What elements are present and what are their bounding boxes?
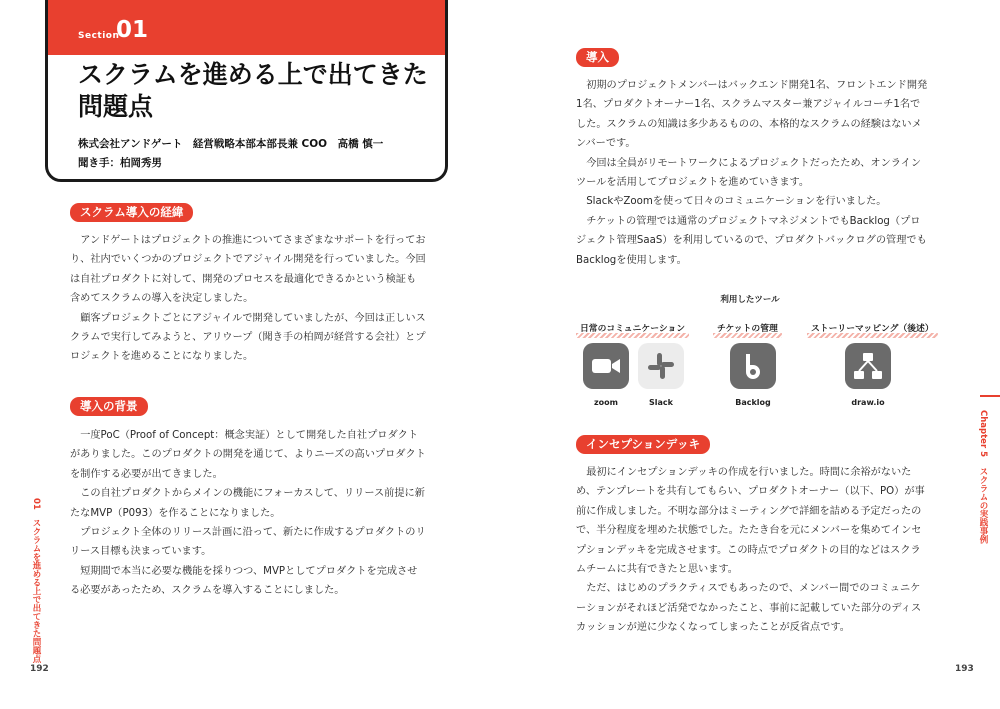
paragraph: チケットの管理では通常のプロジェクトマネジメントでもBacklog（プロジェクト管理SaaS）を利用しているので、プロダクトバックログの管理でもBacklogを使用します。 [576, 215, 927, 266]
section-header-band [48, 0, 445, 55]
heading-introduction: 導入 [576, 48, 619, 67]
body-scrum-intro [70, 231, 426, 367]
paragraph: 顧客プロジェクトごとにアジャイルで開発していましたが、今回は正しいスクラムで実行してみようと、アリウープ（聞き手の柏岡が経営する会社）とプロジェクトを進めることになりました。 [70, 312, 426, 363]
slack-icon [638, 343, 684, 389]
page-number-left: 192 [30, 664, 49, 674]
category-communication: 日常のコミュニケーション [576, 319, 689, 338]
title-line-1: スクラムを進める上で出てきた [78, 60, 428, 89]
page-title [78, 59, 428, 123]
paragraph: この自社プロダクトからメインの機能にフォーカスして、リリース前提に新たなMVP（P093）を作ることになりました。 [70, 488, 425, 519]
paragraph: 初期のプロジェクトメンバーはバックエンド開発1名、フロントエンド開発1名、プロダクトオーナー1名、スクラムマスター兼アジャイルコーチ1名でした。スクラムの知識は多少あるものの、本格的なスクラムの経験はないメンバーです。 [576, 80, 928, 150]
chapter-marker-line [980, 395, 1000, 397]
interviewer: 聞き手：柏岡秀男 [78, 157, 162, 169]
paragraph: ただ、はじめのプラクティスでもあったので、メンバー間でのコミュニケーションがそれほど活発でなかったこと、事前に記載していた部分のディスカッションが逆に少なくなってしまったことが反省点です。 [576, 583, 922, 634]
paragraph: SlackやZoomを使って日々のコミュニケーションを行いました。 [586, 196, 887, 208]
category-ticket: チケットの管理 [713, 319, 782, 338]
body-background [70, 426, 426, 601]
heading-scrum-intro: スクラム導入の経緯 [70, 203, 193, 222]
page-number-right: 193 [955, 664, 974, 674]
tool-label-zoom: zoom [594, 398, 618, 407]
paragraph: 最初にインセプションデッキの作成を行いました。時間に余裕がないため、テンプレートを共有してもらい、プロダクトオーナー（以下、PO）が事前に作成しました。不明な部分はミーティングで詳細を詰める予定だったので、半分程度を埋めた状態でした。たたき台を元にメンバーを集めてインセプションデッキを完成させます。この時点でプロダクトの目的などはスクラムチームに共有できたと思います。 [576, 467, 925, 576]
right-page [500, 0, 1000, 709]
tool-label-backlog: Backlog [735, 398, 771, 407]
paragraph: アンドゲートはプロジェクトの推進についてさまざまなサポートを行っており、社内でいくつかのプロジェクトでアジャイル開発を行っていました。今回は自社プロダクトに対して、開発のプロセスを最適化できるかという検証も含めてスクラムの導入を決定しました。 [70, 235, 426, 305]
heading-inception-deck: インセプションデッキ [576, 435, 710, 454]
chapter-label: Chapter 5 [978, 410, 988, 458]
category-story-mapping: ストーリーマッピング（後述） [807, 319, 938, 338]
paragraph: 一度PoC（Proof of Concept：概念実証）として開発した自社プロダクトがありました。このプロダクトの開発を通じて、よりニーズの高いプロダクトを制作する必要が出てきました。 [70, 430, 426, 480]
chapter-tab [976, 410, 990, 544]
chapter-title: スクラムの実践事例 [978, 467, 988, 544]
paragraph: 今回は全員がリモートワークによるプロジェクトだったため、オンラインツールを活用してプロジェクトを進めていきます。 [576, 157, 922, 189]
drawio-icon [845, 343, 891, 389]
paragraph: プロジェクト全体のリリース計画に沿って、新たに作成するプロダクトのリリース目標も決まっています。 [70, 527, 426, 558]
section-number: 01 [116, 17, 149, 43]
section-label: Section [78, 31, 120, 41]
section-header [45, 0, 448, 182]
tool-label-slack: Slack [649, 398, 673, 407]
tools-title: 利用したツール [720, 295, 780, 305]
running-head-left: 01 スクラムを進める上で出てきた問題点 [31, 498, 41, 663]
body-introduction [576, 76, 930, 270]
author: 株式会社アンドゲート 経営戦略本部本部長兼 COO 高橋 慎一 [78, 138, 384, 150]
paragraph: 短期間で本当に必要な機能を採りつつ、MVPとしてプロダクトを完成させる必要があったため、スクラムを導入することにしました。 [70, 565, 418, 597]
heading-background: 導入の背景 [70, 397, 148, 416]
backlog-icon [730, 343, 776, 389]
tool-label-drawio: draw.io [851, 398, 885, 407]
zoom-icon [583, 343, 629, 389]
title-line-2: 問題点 [78, 92, 154, 121]
body-inception-deck [576, 463, 930, 638]
